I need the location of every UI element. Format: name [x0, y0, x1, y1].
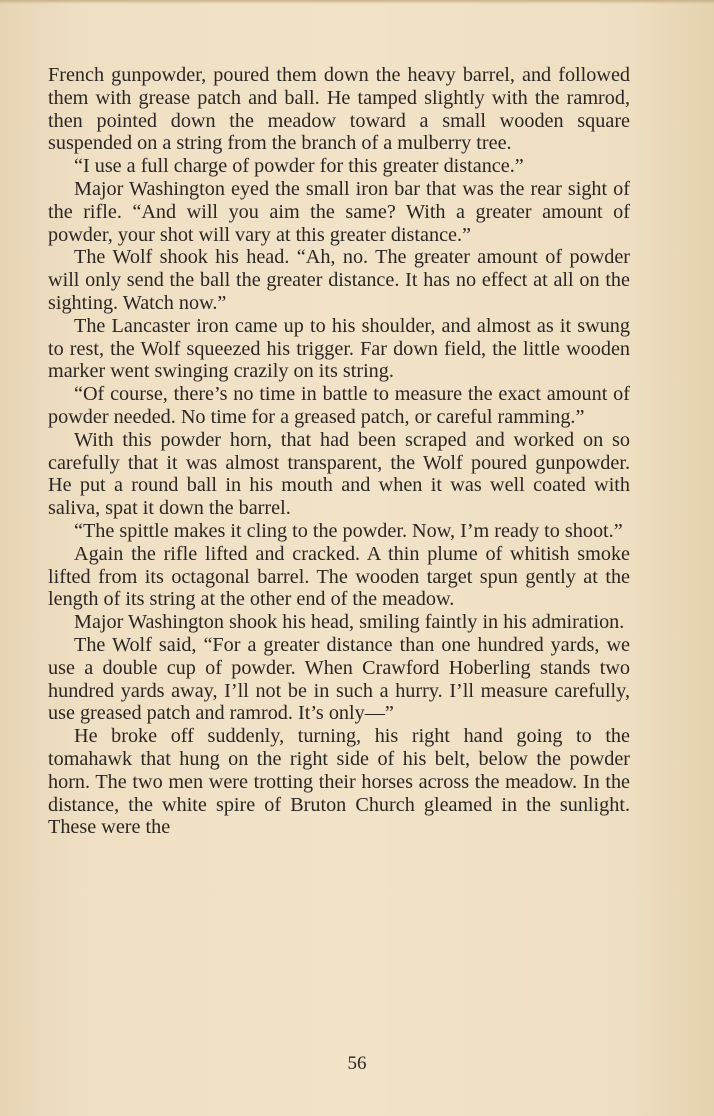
paragraph-3: Major Washington eyed the small iron bar that was the rear sight of the rifle. “And will you aim the same? With a greater amount of powder, your shot will vary at this greater distance.”: [48, 177, 630, 246]
paragraph-6: “Of course, there’s no time in battle to measure the exact amount of powder needed. No time for a greased patch, or careful ramming.”: [48, 383, 630, 428]
paragraph-8: “The spittle makes it cling to the powder. Now, I’m ready to shoot.”: [74, 519, 623, 542]
paragraph-11: The Wolf said, “For a greater distance than one hundred yards, we use a double cup of powder. When Crawford Hoberling stands two hundred yards away, I’ll not be in such a hurry. I’ll measure carefully, use greased patch and ramrod. It’s only—”: [48, 633, 630, 725]
paragraph-4: The Wolf shook his head. “Ah, no. The greater amount of powder will only send the ball the greater distance. It has no effect at all on the sighting. Watch now.”: [48, 246, 630, 314]
paragraph-10: Major Washington shook his head, smiling faintly in his admiration.: [74, 611, 625, 634]
paragraph-12: He broke off suddenly, turning, his right hand going to the tomahawk that hung on the right side of his belt, below the powder horn. The two men were trotting their horses across the meadow. In the distance, the white spire of Bruton Church gleamed in the sunlight. These were the: [48, 725, 630, 839]
paragraph-7: With this powder horn, that had been scraped and worked on so carefully that it was almost transparent, the Wolf poured gunpowder. He put a round ball in his mouth and when it was well coated with saliva, spat it down the barrel.: [48, 428, 630, 520]
body-text: [48, 64, 630, 839]
paragraph-2: “I use a full charge of powder for this greater distance.”: [74, 155, 524, 178]
paragraph-9: Again the rifle lifted and cracked. A thin plume of whitish smoke lifted from its octagonal barrel. The wooden target spun gently at the length of its string at the other end of the meadow.: [48, 542, 630, 611]
page-number: 56: [347, 1053, 367, 1074]
page-top-edge: [0, 0, 714, 4]
paragraph-5: The Lancaster iron came up to his shoulder, and almost as it swung to rest, the Wolf squeezed his trigger. Far down field, the little wooden marker went swinging crazily on its string.: [48, 314, 630, 383]
paragraph-1: French gunpowder, poured them down the heavy barrel, and followed them with grease patch and ball. He tamped slightly with the ramrod, then pointed down the meadow toward a small wooden square suspended on a string from the branch of a mulberry tree.: [48, 64, 630, 155]
